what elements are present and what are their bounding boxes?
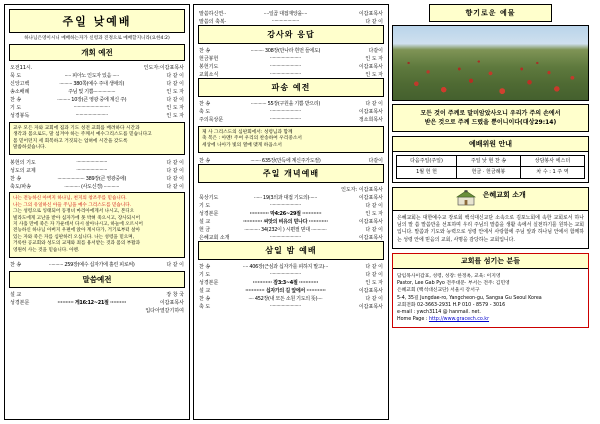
table-row: 주의묵상문 ························ 정소희목사 [199,115,383,123]
table-row: 신앙고백 ·········· 380쪽(예수 주내 생애의) 다 같 이 [10,80,184,87]
word-service-order-table [9,290,185,314]
right-column [392,4,589,420]
offering-verse [392,104,589,132]
note-line: 생각과 몸으로도, 말 섬겨야 하는 주께서 예수그리스도를 믿습니다고 [13,132,152,138]
wednesday-order-table [198,262,384,310]
creed-line: 빌라도에게 고난을 받아 십자가에 못 박혀 죽으시고, 장사되시어 [13,215,141,221]
homepage-line [397,316,584,323]
creed-line: 나는 전능하신 아버지 하나님, 천지의 창조주를 믿습니다. [13,196,127,202]
table-cell: 헌금 · 헌금례봉 [457,167,521,178]
poppy-field-photo [392,25,589,101]
table-row: 인도자: 이갑표목사 [341,186,383,193]
table-row: 찬 송 ············ 55장(구원을 기쁨 받으리) 다 같 이 [199,100,383,107]
table-row: 축 도 ························ 이갑표목사 [199,107,383,115]
main-title: 주일 낮예배 [9,9,185,33]
creed-line: 그는 성령으로 잉태되어 동정녀 마리아에게서 나시고, 본디오 [13,209,135,215]
table-row: 기 도 ························ 다 같 이 [199,270,383,278]
verse-line: 모든 것이 주께로 말미암았사오니 우리가 주의 손에서 [420,110,561,117]
creed-line: 영원히 사는 것을 믿습니다. 아멘. [13,247,80,253]
verse-line: 받은 것으로 주께 드렸을 뿐이니이다(대상29:14) [424,119,557,126]
creed-line: 전능하신 하나님 아버지 우편에 앉아 계시다가, 거기로부터 살아 [13,228,141,234]
evening-order-table [198,185,384,241]
table-row: 설 교 ············ 씨앗의 비유의 믿나다 ············ 이갑표목사 [199,218,383,225]
staff-line: 교회전화 02-3663-2931 H.P 010 - 8579 - 3016 [397,302,506,308]
creed-line: 나는 그의 유일하신 아들 주님을 예수 그리스도를 믿습니다. [13,202,132,208]
table-row: 축 도 ························ 이갑표목사 [199,302,383,310]
table-row: 축도/파송 ············ (사도신경) ············ 다 같 이 [10,183,184,190]
table-row: 찬 송 ·········· 10장(큰 영광 중에 계신 주) 다 같 이 [10,96,184,103]
sending-order-table [198,99,384,123]
staff-line: 5-4, 35길 Jungdae-ro, Yangcheon-gu, Sangsa Gu Seoul Korea [397,295,542,301]
table-row: 묵 도 ····· 피아노 인도자 있음 ····· 다 같 이 [10,72,184,79]
staff-line: 담임목사이갑표, 성령, 성장: 한정옥, 교육: 이지영 [397,273,501,279]
table-row: 기 도 ···························· 인 도 자 [10,103,184,111]
table-row: 성도의 교제 ························ 다 같 이 [10,166,184,174]
table-row: 기 도 ························ 다 같 이 [199,201,383,209]
creed-line: 지 사흘 만에 죽은 자 가운데서 다시 살아나시고, 하늘에 오르시어 [13,222,143,228]
offering-order-table [198,156,384,164]
homepage-link[interactable]: http://www.gracech.co.kr [428,317,490,323]
church-intro-title [393,188,588,211]
committee-panel [392,136,589,183]
table-row: 성경봉독 ························· 인 도 자 [10,111,184,119]
table-cell: 차 수 : 1 주 역 [520,167,584,178]
table-row: 찬 송 ·········· 308장(만나라 흰먼 들에도) 다같이 [199,47,383,54]
table-row: 성경본문 ············ 막4:26~29절 ············ 인 도 자 [199,210,383,217]
church-intro-heading-text: 은혜교회 소개 [482,190,526,199]
service-leader: 인도자:이갑표목사 [143,64,184,71]
section-response-title: 강사와 응답 [198,25,384,44]
table-row: 성경본문 ············ 잠3:3~4절 ············ 인 도 자 [199,279,383,286]
staff-line: e-mail : ywch3114 @ hanmail. net. [397,309,481,315]
table-cell: 1월 헌 헌 [397,167,457,178]
word-service-order-pre [9,260,185,268]
table-row [397,156,585,167]
staff-info [393,269,588,327]
response-order-table [198,46,384,78]
left-column [4,4,190,420]
creed-line: 있는 자와 죽은 자를 심판하러 오십니다. 나는 성령을 믿으며, [13,234,135,240]
staff-line: 은혜교회 (백석대신교단) 서울시 강서구 [397,288,480,294]
table-row [9,63,185,71]
note-line: 제 사 그리스도의 심판회에서: 성령님과 함께 [202,130,293,135]
homepage-label: Home Page : [397,317,429,323]
photo-title: 향기로운 예물 [429,4,551,22]
committee-title: 예배위원 안내 [393,137,588,152]
table-row: 성경본문 ·········· 게16:12~21절 ·········· 이갑표목사 [10,299,184,306]
main-subtitle: 하나님은영이시니 예배하는자가 신령과 진정으로 예배할지니라(요한4:2) [24,36,170,41]
benediction-note [198,126,384,153]
section-sending-title: 파송 예전 [198,78,384,97]
staff-line: Pastor, Lee Gab Pyo 전주대문· 부서는 전주: 김민영 [397,281,510,287]
table-cell: 주일 낮 현 찬 송 [457,156,521,167]
announcement-note [9,122,185,155]
table-row: 헌 금 ············ 34(232이 ) 시편절 믿대 ············ 다 같 이 [199,226,383,233]
table-cell: 상담봉사 에스더 [520,156,584,167]
apostles-creed-box [9,192,185,258]
staff-title: 교회를 섬기는 분들 [393,254,588,269]
section-wednesday-title: 삼일 밤 예배 [198,241,384,260]
middle-column [193,4,389,420]
table-row: 묵상기도 ······ 19(3의과 대접 기도의)······ 이갑표목사 [199,194,383,201]
table-row: 찬 송 ····················· 389장(큰 영광중에) 다 같 이 [10,175,184,182]
church-icon [455,190,477,208]
table-row: 봉헌기도 ························ 이갑표목사 [199,62,383,70]
church-intro-text: 은혜교회는 대한예수교 장로회 백석대신교단 소속으로 김포노회에 속한 교회로서 하나님의 말 씀 말씀만을 선포하며 우리 주님의 말씀을 생활 속에서 실천하기를 원하는 교회입니다. 말씀과 기도와 능력으로 성령 안에서 사랑함에 주님 앞과 하나님 안에서 함께하는 성령 안에 믿음의 교회, 사명을 감당하는 교회입니다. [397,214,584,243]
note-line: 몸 믿어던지 세 회복하고 거짓되는 업혀에 시간을 갖도록 [13,138,128,144]
table-row: 설 교 ············ 십자가의 길 앞에서 ············ 이갑표목사 [199,287,383,294]
table-row: 찬 송 ···· 452장(내 모든 소원 기도의 뜻)···· 다 같 이 [199,295,383,302]
table-row [397,167,585,178]
service-time: 오전11시. [10,64,33,71]
table-row: 입다아열갈기하여 [145,307,184,314]
table-row: 봉헌의 기도 ························ 다 같 이 [10,158,184,166]
note-line: 교우 모든 자와 교회에 집과 기도 성전 교회를 배려하다 시간과 [13,126,140,131]
creed-line: 거룩한 공교회와 성도의 교제와 죄를 용서받는 것과 몸의 부활과 [13,241,141,247]
opening-order-table [9,63,185,119]
table-cell: 다음주일(주일) [397,156,457,167]
section-evening-title: 주일 개녁예배 [198,164,384,183]
note-line: 축 복은 : 아멘! 주여 우리의 찬송하여 우리중소서 [202,136,302,142]
table-row: 말씀하신연·· ····일곱 대접재앙을···· 이갑표목사 [199,10,383,17]
table-row: 송소배례 주님 및 기쁨················· 인 도 자 [10,88,184,95]
table-row: 설 교 장 창 국 [10,291,184,298]
opening-order-table-2 [9,158,185,190]
table-row: 교회소식 ························ 인 도 자 [199,70,383,78]
table-row: 찬 송 ··········· 259장(예수 십자가에 흘린 피로써) 다 같 이 [10,261,184,268]
staff-panel [392,253,589,328]
section-word-title: 말씀예전 [9,271,185,288]
table-row: 찬 송 ···· 406장(근심과 십자가를 피하지 말고)··· 다 같 이 [199,263,383,270]
committee-table [396,155,585,179]
note-line: 말씀하셨습니다. [13,145,47,151]
table-row: 은혜교회 소개 ························ 이갑표목사 [199,233,383,241]
mid-top-table [198,9,384,25]
table-row: 말씀의 축복· ····················· 다 같 이 [199,17,383,25]
church-intro-panel [392,187,589,249]
columns-container [4,4,596,420]
section-opening-title: 개회 예전 [9,44,185,61]
table-row: 찬 송 ········ 635장(만득에 계신주가도절) 다같이 [199,157,383,164]
table-row: 헌금봉헌 ························ 인 도 자 [199,54,383,62]
note-line: 세상에 나아가 빛의 열매 맺게 하옵소서 [202,142,282,148]
